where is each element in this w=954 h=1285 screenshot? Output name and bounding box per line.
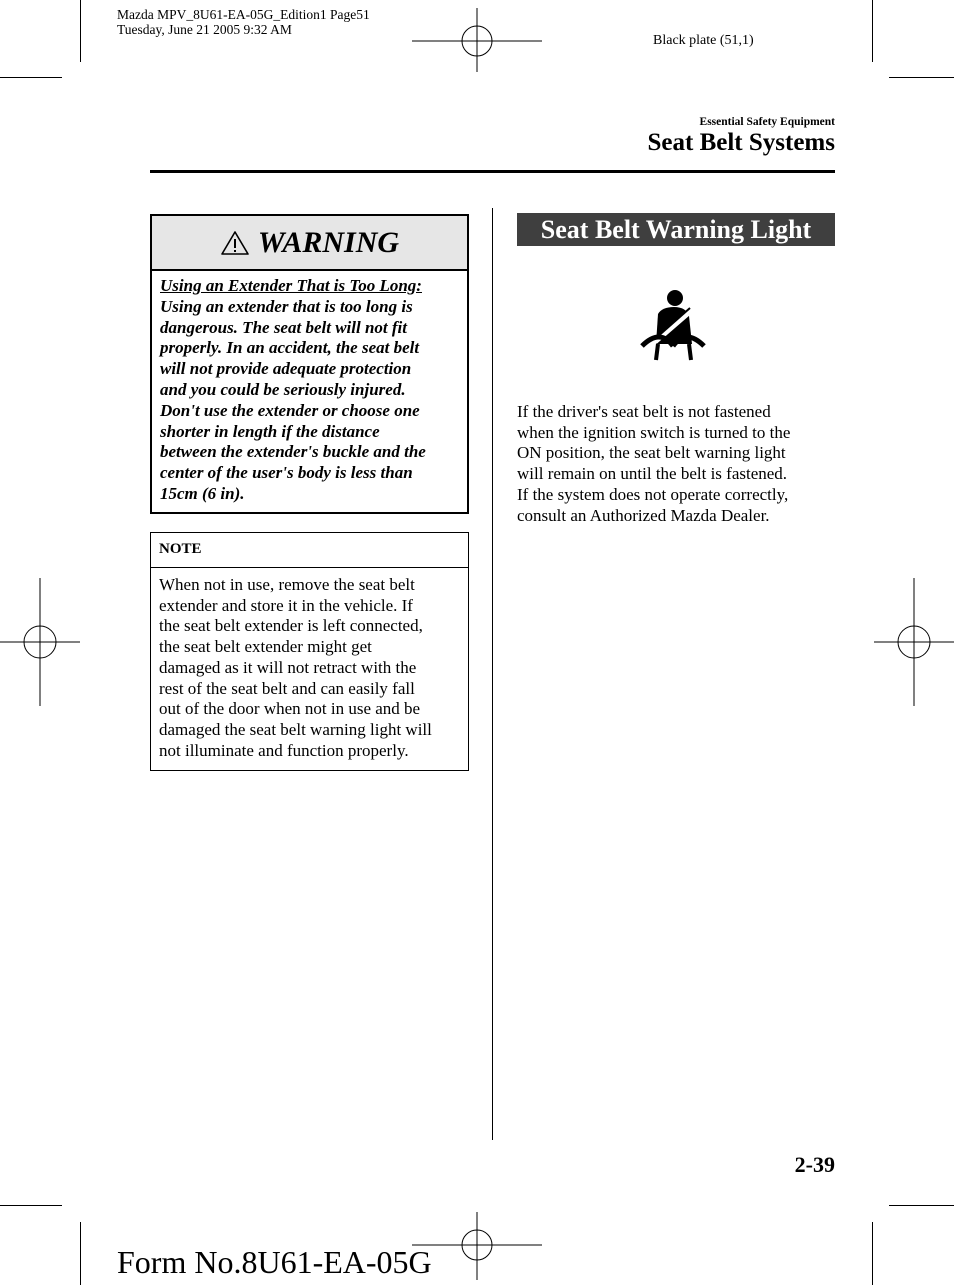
warning-line: Using an extender that is too long is — [160, 296, 413, 316]
warning-body — [152, 271, 467, 513]
column-divider — [492, 208, 493, 1140]
section-banner: Seat Belt Warning Light — [517, 213, 835, 246]
crop-mark-top-left-horizontal — [0, 77, 62, 78]
crop-mark-bottom-right-horizontal — [889, 1205, 954, 1206]
note-line: damaged as it will not retract with the — [159, 657, 417, 677]
warning-line: Don't use the extender or choose one — [160, 400, 420, 420]
registration-mark-right-icon — [874, 578, 954, 706]
warning-triangle-icon — [220, 230, 250, 256]
crop-mark-bottom-left-horizontal — [0, 1205, 62, 1206]
print-meta — [117, 7, 370, 37]
warning-header — [152, 216, 467, 271]
warning-box — [150, 214, 469, 514]
description-line: consult an Authorized Mazda Dealer. — [517, 505, 770, 525]
seat-belt-warning-icon — [640, 286, 706, 362]
description-line: If the driver's seat belt is not fastened — [517, 402, 771, 421]
crop-mark-top-right-horizontal — [889, 77, 954, 78]
description-line: If the system does not operate correctly, — [517, 484, 789, 504]
note-body — [151, 568, 468, 769]
header-rule — [150, 170, 835, 173]
warning-line: 15cm (6 in). — [160, 483, 245, 503]
note-title: NOTE — [151, 533, 468, 568]
crop-mark-top-left-vertical — [80, 0, 81, 62]
warning-line: center of the user's body is less than — [160, 463, 413, 483]
page-number: 2-39 — [794, 1152, 835, 1177]
registration-mark-left-icon — [0, 578, 80, 706]
black-plate-label: Black plate (51,1) — [653, 33, 754, 48]
description-line: ON position, the seat belt warning light — [517, 443, 786, 463]
warning-line: dangerous. The seat belt will not fit — [160, 317, 407, 337]
note-line: When not in use, remove the seat belt — [159, 575, 415, 594]
crop-mark-bottom-left-vertical — [80, 1222, 81, 1285]
warning-line: shorter in length if the distance — [160, 421, 380, 441]
warning-subheading: Using an Extender That is Too Long: — [160, 276, 422, 295]
crop-mark-bottom-right-vertical — [872, 1222, 873, 1285]
note-line: out of the door when not in use and be — [159, 699, 421, 719]
seat-belt-description — [517, 402, 837, 526]
note-line: the seat belt extender might get — [159, 637, 372, 657]
description-line: will remain on until the belt is fastened. — [517, 464, 788, 484]
warning-line: and you could be seriously injured. — [160, 379, 406, 399]
warning-line: will not provide adequate protection — [160, 359, 412, 379]
warning-line: between the extender's buckle and the — [160, 442, 426, 462]
note-line: the seat belt extender is left connected, — [159, 616, 423, 636]
description-line: when the ignition switch is turned to the — [517, 422, 791, 442]
crop-mark-top-right-vertical — [872, 0, 873, 62]
section-kicker: Essential Safety Equipment — [699, 116, 835, 128]
registration-mark-top-icon — [412, 8, 542, 72]
note-line: damaged the seat belt warning light will — [159, 719, 432, 739]
print-meta-line-2: Tuesday, June 21 2005 9:32 AM — [117, 22, 292, 37]
warning-title: WARNING — [257, 225, 400, 259]
print-meta-line-1: Mazda MPV_8U61-EA-05G_Edition1 Page51 — [117, 7, 370, 22]
note-line: rest of the seat belt and can easily fall — [159, 678, 415, 698]
note-box — [150, 532, 469, 771]
form-number: Form No.8U61-EA-05G — [117, 1244, 432, 1280]
page-title: Seat Belt Systems — [647, 129, 835, 156]
note-line: extender and store it in the vehicle. If — [159, 595, 413, 615]
warning-line: properly. In an accident, the seat belt — [160, 338, 420, 358]
note-line: not illuminate and function properly. — [159, 740, 409, 760]
